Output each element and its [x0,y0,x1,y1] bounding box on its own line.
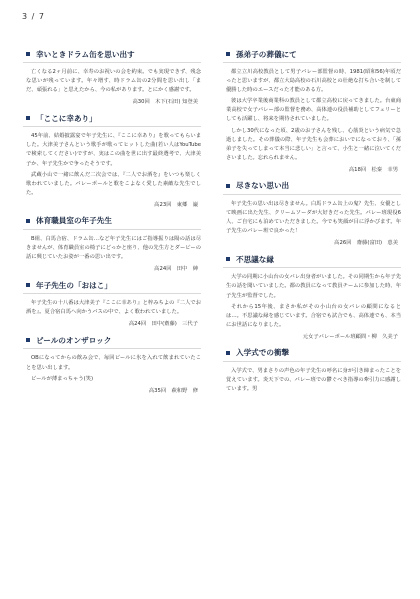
article-section [23,112,201,208]
author-byline: 高24回 田中(齋藤) 三代子 [128,321,198,328]
article-section [23,279,201,327]
article-section [223,347,401,394]
article-section [223,253,401,340]
article-paragraph: OBになってからの飲み会で、毎回ビールに氷を入れて飲まれていたことを思い出します。 [26,355,201,371]
article-heading [223,180,401,195]
article-section [23,215,201,272]
article-title: 孫弟子の葬儀にて [236,49,297,59]
article-section [23,48,201,105]
article-heading [23,279,201,294]
left-column [23,48,201,401]
article-heading [23,48,201,63]
square-bullet-icon [26,219,30,223]
article-paragraph: 武蔵小山で一緒に飲んだ二次会では、『二人でお酒を』をいつも楽しく歌われていました。バレーボールと歌をこよなく愛した素敵な先生でした。 [26,171,201,196]
article-paragraph: 都立立川高校教員として男子バレー部監督の時、1981(昭和56)年頃だったと思いますが、都立大島高校の石川高校との壮絶な打ち合いを制して優勝した時のエースだった才能のある方。 [226,69,401,94]
article-paragraph: しかし30代になった頃、2歳のお子さんを残し、心筋炎という病気で急逝しました。その葬儀の際、年子先生も会葬においでになっており、「孫弟子を失ってしまって本当に悲しい」と言って、小生と一緒に泣いてくださいました。忘れられません。 [226,127,401,161]
square-bullet-icon [26,52,30,56]
article-paragraph: 45年前、結婚披露宴で年子先生に、『ここに幸あり』を歌ってもらいました。大津美子さんという歌手が歌ってヒットした曲(若い人はYouTubeで検索してください)ですが、実はこの曲を世に出す最終選考で、大津美子か、年子先生かで争ったそうです。 [26,133,201,167]
article-title: 体育職員室の年子先生 [36,216,112,226]
article-paragraph: 亡くなる2ヶ月前に、幸寿のお祝いの会を約束。でも実現できず、残念な思いが残っています。年々増す、時ドラム缶の2分間を思い出し「まだ、頑張れる」と思えたから、今の私があります。とにかく感謝です。 [26,69,201,94]
article-paragraph: ビールが薄まっちゃう(笑) [31,375,94,382]
article-section [223,180,401,246]
article-heading [223,253,401,268]
article-heading [23,215,201,230]
article-paragraph: 大学の同期に小山台の女バレ出身者がいました。その同期生から年子先生の話を聞いていました。都の教員になって教員チームに参加した時、年子先生が監督でした。 [226,274,401,299]
square-bullet-icon [226,257,230,261]
article-paragraph: B組、白馬合宿、ドラム缶…など年子先生にはご指導振りは陽の話は尽きませんが、体育職員室の椅子にどっかと座り、他の先生方とダービーの話に興じていたお姿が一番の思い出です。 [26,235,201,261]
article-paragraph: 彼は大学卒業後商業科の教員として都立高校に戻ってきました。台東商業高校で女子バレー部の監督を務め、高体連の役員補助としてフェリーとしても活躍し、将来を期待されていました。 [226,98,401,123]
square-bullet-icon [26,283,30,287]
article-title: ビールのオンザロック [36,335,112,345]
article-heading [223,48,401,63]
author-byline: 高18回 松秦 幸男 [348,166,398,173]
article-heading [223,347,401,362]
author-byline: 高24回 田中 紳 [154,266,198,273]
article-title: 尽きない思い出 [236,181,290,191]
article-title: 入学式での衝撃 [236,348,290,358]
article-heading [23,334,201,349]
article-section [23,334,201,393]
author-byline: 元女子バレーボール班顧問・柳 久美子 [302,333,398,340]
right-column [223,48,401,401]
article-section [223,48,401,173]
article-title: 不思議な縁 [236,254,274,264]
article-title: 幸いときドラム缶を思い出す [36,49,135,59]
page-number: 3 / 7 [22,12,45,21]
article-paragraph: 年子先生の十八番は大津美子『ここに幸あり』と梓みちよの『二人でお酒を』。夏合宿白馬へ向かうバスの中で、よく歌われていました。 [26,300,201,316]
article-heading [23,112,201,127]
author-byline: 高30回 木下(石田) 知登美 [132,99,198,106]
article-paragraph: それから15年後、まさか私がその小山台の女バレの顧問になるとは…。不思議な縁を感じています。合宿でも試合でも、高体連でも、本当にお世話になりました。 [226,303,401,328]
article-paragraph: 入学式で、男まさりの声色の年子先生の呼名に身が引き締まったことを覚えています。炎天下での、バレー班での鬱ぐべき指導の牽引力に感謝しています。男 [226,367,401,393]
article-title: 年子先生の「おはこ」 [36,280,112,290]
author-byline: 高35回 萩和野 修 [148,387,198,394]
author-byline: 高23回 東郷 巌 [154,201,198,208]
article-paragraph: 年子先生の思い出は尽きません。白馬ドラム缶上の鬼？先生、女優として映画に出た先生、クリームソーダが大好きだった先生。バレー班現役6人、ご自宅にも泊めていただきました。今でも笑顔が目に浮かびます。年子先生のバレー班で良かった！ [226,200,401,235]
square-bullet-icon [226,184,230,188]
square-bullet-icon [226,351,230,355]
square-bullet-icon [26,338,30,342]
article-title: 「ここに幸あり」 [36,113,97,123]
square-bullet-icon [226,52,230,56]
author-byline: 高26回 齋藤(富田) 恵美 [334,240,398,247]
square-bullet-icon [26,116,30,120]
